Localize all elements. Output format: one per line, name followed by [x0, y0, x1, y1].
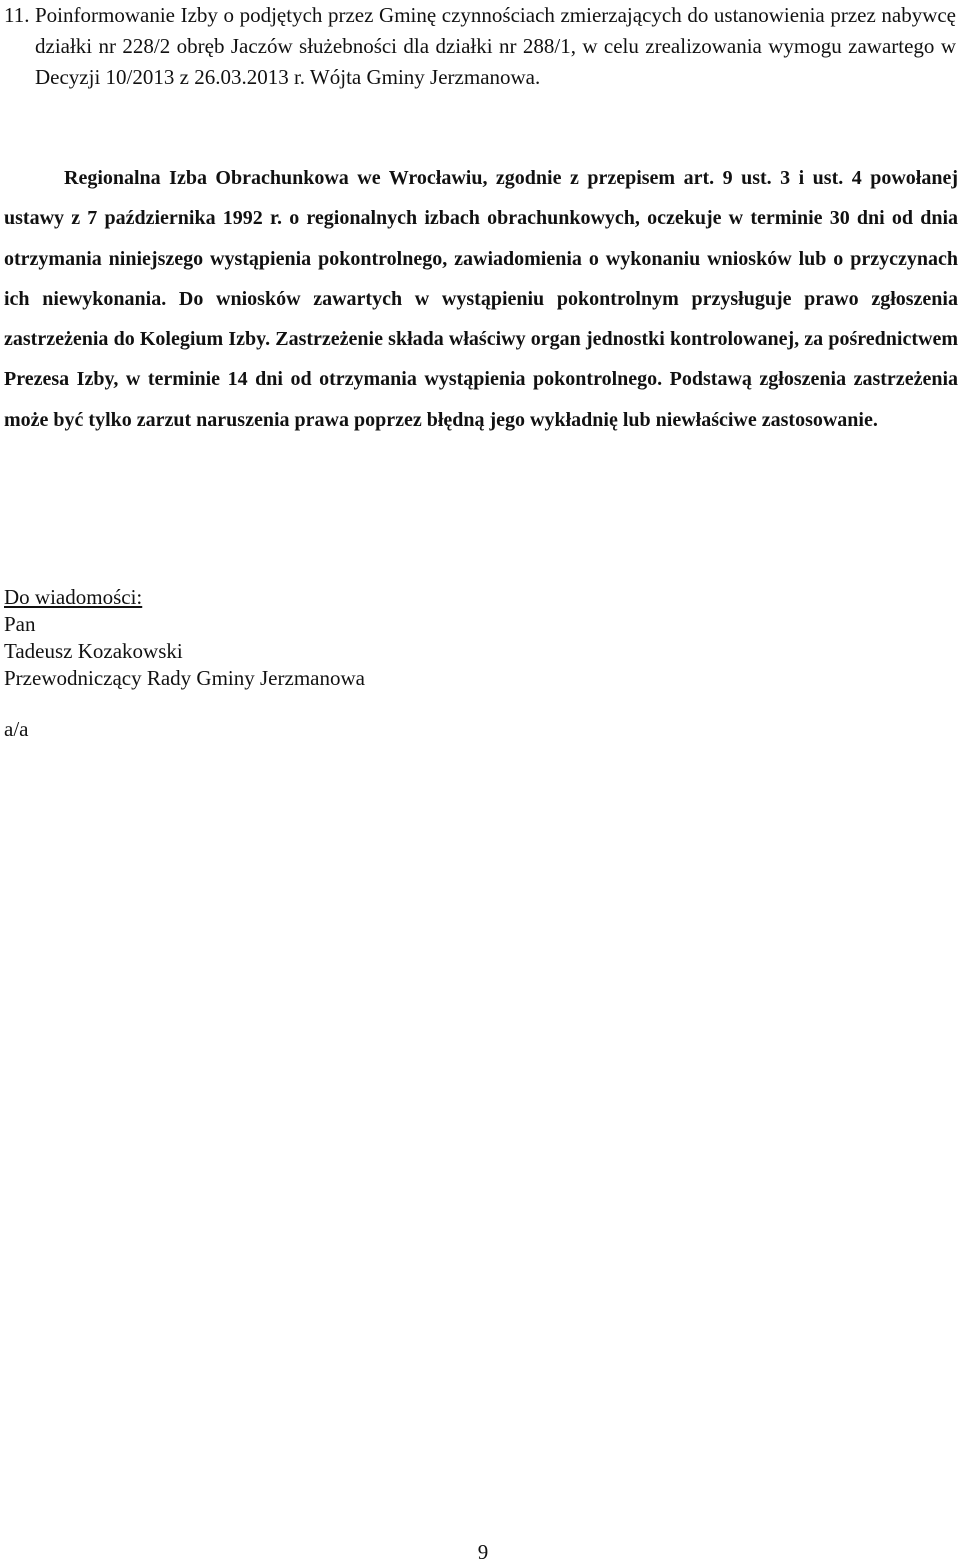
recipients-block [4, 584, 365, 692]
recipient-name: Tadeusz Kozakowski [4, 639, 183, 663]
closing-paragraph-text: Regionalna Izba Obrachunkowa we Wrocławiu, zgodnie z przepisem art. 9 ust. 3 i ust. 4 powołanej ustawy z 7 października 1992 r. o regionalnych izbach obrachunkowych, oczekuje w terminie 30 dni od dnia otrzymania niniejszego wystąpienia pokontrolnego, zawiadomienia o wykonaniu wniosków lub o przyczynach ich niewykonania. Do wniosków zawartych w wystąpieniu pokontrolnym przysługuje prawo zgłoszenia zastrzeżenia do Kolegium Izby. Zastrzeżenie składa właściwy organ jednostki kontrolowanej, za pośrednictwem Prezesa Izby, w terminie 14 dni od otrzymania wystąpienia pokontrolnego. Podstawą zgłoszenia zastrzeżenia może być tylko zarzut naruszenia prawa poprzez błędną jego wykładnię lub niewłaściwe zastosowanie. [4, 167, 958, 431]
list-item-11 [4, 0, 956, 93]
file-note: a/a [4, 717, 29, 741]
recipient-title: Przewodniczący Rady Gminy Jerzmanowa [4, 666, 365, 690]
page-number: 9 [477, 1540, 489, 1564]
item-number: 11. [4, 3, 30, 27]
closing-paragraph [4, 158, 958, 440]
recipients-heading: Do wiadomości: [4, 585, 143, 609]
item-text: Poinformowanie Izby o podjętych przez Gminę czynnościach zmierzających do ustanowienia przez nabywcę działki nr 228/2 obręb Jaczów służebności dla działki nr 288/1, w celu zrealizowania wymogu zawartego w Decyzji 10/2013 z 26.03.2013 r. Wójta Gminy Jerzmanowa. [35, 3, 956, 89]
recipient-salutation: Pan [4, 612, 36, 636]
